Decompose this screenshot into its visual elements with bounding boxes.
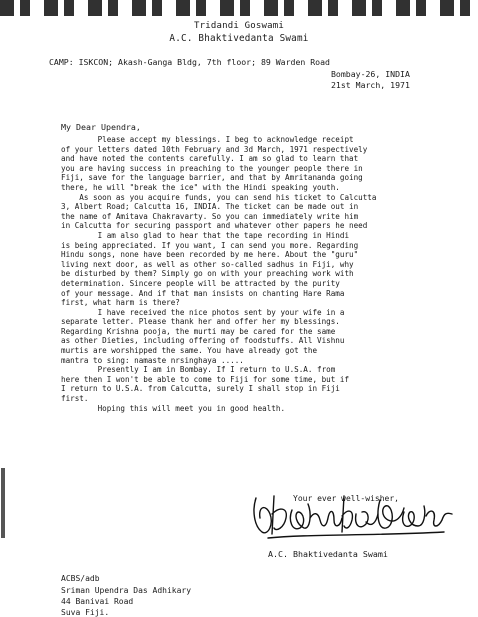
salutation: My Dear Upendra, — [61, 122, 141, 132]
handwritten-signature — [248, 488, 458, 542]
body-line: in Calcutta for securing passport and whatever other papers he need — [61, 221, 368, 231]
body-line: living next door, as well as other so-called sadhus in Fiji, why — [61, 259, 354, 269]
recipient-name: Sriman Upendra Das Adhikary — [61, 586, 192, 595]
body-line: 3, Albert Road; Calcutta 16, INDIA. The ticket can be made out in — [61, 202, 359, 212]
city-line: Bombay-26, INDIA — [331, 69, 410, 79]
body-line: I return to U.S.A. from Calcutta, surely I shall stop in Fiji — [61, 384, 340, 394]
letterhead-border — [0, 0, 478, 16]
body-line: As soon as you acquire funds, you can send his ticket to Calcutta — [61, 192, 377, 202]
body-line: I am also glad to hear that the tape recording in Hindi — [61, 230, 350, 240]
letter-date: 21st March, 1971 — [331, 80, 410, 90]
body-line: Presently I am in Bombay. If I return to U.S.A. from — [61, 365, 336, 375]
body-line: you are having success in preaching to the younger people there in — [61, 163, 363, 173]
body-line: of your letters dated 10th February and 3d March, 1971 respectively — [61, 144, 368, 154]
body-line: separate letter. Please thank her and offer her my blessings. — [61, 317, 340, 327]
body-line: as other Dieties, including offering of foodstuffs. All Vishnu — [61, 336, 345, 346]
body-line: mantra to sing: namaste nrsinghaya ..... — [61, 355, 244, 365]
body-line: I have received the nice photos sent by your wife in a — [61, 307, 345, 317]
recipient-address-line: Suva Fiji. — [61, 608, 110, 617]
body-line: Hindu songs, none have been recorded by me here. About the "guru" — [61, 250, 359, 260]
typist-initials: ACBS/adb — [61, 574, 100, 583]
body-line: of your message. And if that man insists on chanting Hare Rama — [61, 288, 345, 298]
body-line: and have noted the contents carefully. I am so glad to learn that — [61, 154, 359, 164]
margin-mark — [1, 468, 5, 538]
body-line: there, he will "break the ice" with the Hindi speaking youth. — [61, 182, 340, 192]
body-line: Regarding Krishna pooja, the murti may be cared for the same — [61, 326, 336, 336]
closing-sentence: Hoping this will meet you in good health. — [61, 404, 286, 413]
body-line: is being appreciated. If you want, I can send you more. Regarding — [61, 240, 359, 250]
body-line: the name of Amitava Chakravarty. So you can immediately write him — [61, 211, 359, 221]
camp-address-line: CAMP: ISKCON; Akash-Ganga Bldg, 7th floor; 89 Warden Road — [49, 57, 330, 67]
body-line: Please accept my blessings. I beg to acknowledge receipt — [61, 135, 354, 144]
body-line: first, what harm is there? — [61, 298, 180, 308]
signatory-name: A.C. Bhaktivedanta Swami — [268, 549, 388, 559]
body-line: be disturbed by them? Simply go on with your preaching work with — [61, 269, 354, 279]
body-line: Fiji, save for the language barrier, and that by Amritananda going — [61, 173, 363, 183]
sender-title: A.C. Bhaktivedanta Swami — [169, 33, 309, 44]
body-line: murtis are worshipped the same. You have already got the — [61, 346, 318, 356]
typed-closing: Your ever well-wisher, — [293, 494, 399, 503]
recipient-address-line: 44 Banivai Road — [61, 597, 134, 606]
sender-name: Tridandi Goswami — [194, 21, 284, 31]
letter-body — [61, 135, 471, 404]
body-line: first. — [61, 394, 89, 404]
body-line: here then I won't be able to come to Fiji for some time, but if — [61, 374, 350, 384]
body-line: determination. Sincere people will be attracted by the purity — [61, 278, 340, 288]
